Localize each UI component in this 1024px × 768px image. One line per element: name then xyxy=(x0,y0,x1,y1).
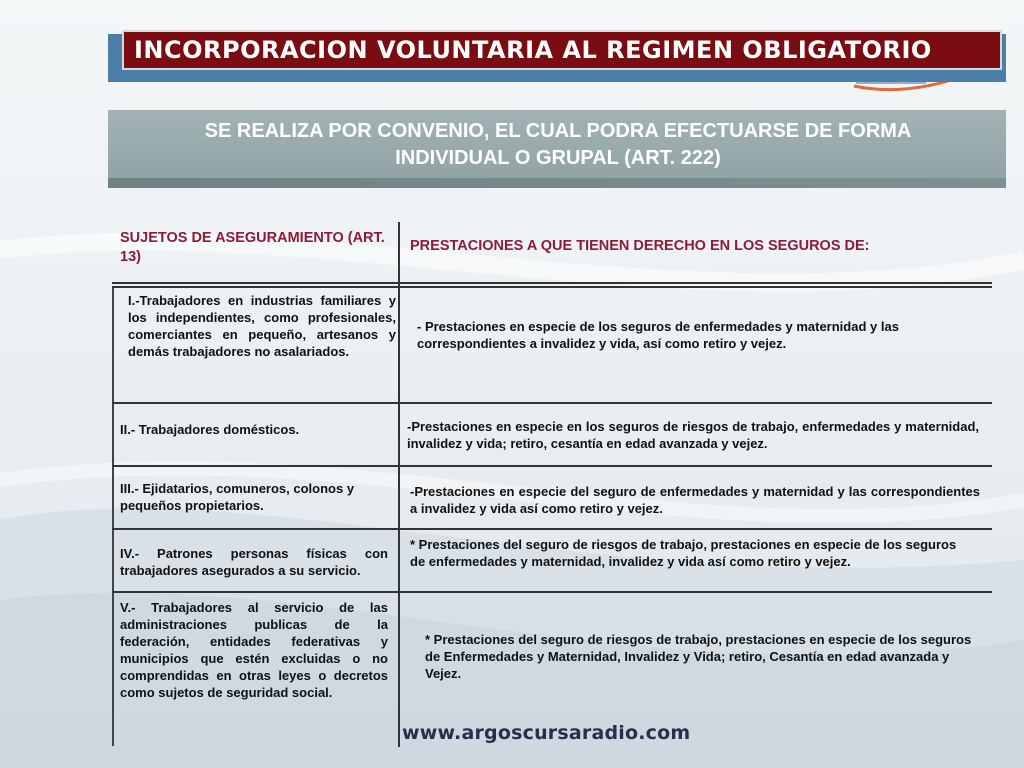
header-divider xyxy=(112,282,992,284)
row-divider xyxy=(112,591,992,593)
row-divider xyxy=(112,528,992,530)
subtitle-text: SE REALIZA POR CONVENIO, EL CUAL PODRA EFECTUARSE DE FORMA INDIVIDUAL O GRUPAL (ART. 222) xyxy=(204,120,912,169)
row-4-benefits: * Prestaciones del seguro de riesgos de trabajo, prestaciones en especie de los seguros de enfermedades y maternidad, invalidez y vida así como retiro y vejez. xyxy=(410,537,957,569)
page-title: INCORPORACION VOLUNTARIA AL REGIMEN OBLIGATORIO xyxy=(122,30,1002,70)
row-3-benefits: -Prestaciones en especie del seguro de enfermedades y maternidad y las correspondientes a invalidez y vida así como retiro y vejez. xyxy=(410,484,980,516)
table-left-border xyxy=(112,286,114,746)
row-2-benefits: -Prestaciones en especie en los seguros de riesgos de trabajo, enfermedades y maternidad, invalidez y vida; retiro, cesantía en edad avanzada y vejez. xyxy=(407,419,979,451)
row-divider xyxy=(112,402,992,404)
header-subjects: SUJETOS DE ASEGURAMIENTO (ART. 13) xyxy=(120,230,385,265)
header-benefits: PRESTACIONES A QUE TIENEN DERECHO EN LOS SEGUROS DE: xyxy=(410,238,870,254)
row-1-benefits: - Prestaciones en especie de los seguros de enfermedades y maternidad y las correspondientes a invalidez y vida, así como retiro y vejez. xyxy=(417,319,899,351)
row-5-subject: V.- Trabajadores al servicio de las administraciones publicas de la federación, entidades federativas y municipios que estén excluidas o no comprendidas en otras leyes o decretos como sujetos de seguridad social. xyxy=(120,600,388,700)
row-divider xyxy=(112,465,992,467)
row-4-subject: IV.- Patrones personas físicas con trabajadores asegurados a su servicio. xyxy=(120,546,388,578)
header-divider-double xyxy=(112,286,992,288)
row-5-benefits: * Prestaciones del seguro de riesgos de trabajo, prestaciones en especie de los seguros de Enfermedades y Maternidad, Invalidez y Vida; retiro, Cesantía en edad avanzada y Vejez. xyxy=(425,632,972,681)
footer-website: www.argoscursaradio.com xyxy=(402,722,691,744)
row-3-subject: III.- Ejidatarios, comuneros, colonos y pequeños propietarios. xyxy=(120,481,355,513)
row-2-subject: II.- Trabajadores domésticos. xyxy=(120,422,300,437)
row-1-subject: I.-Trabajadores en industrias familiares y los independientes, como profesionales, comerciantes en pequeño, artesanos y demás trabajadores no asalariados. xyxy=(128,293,396,359)
column-divider xyxy=(398,222,400,747)
